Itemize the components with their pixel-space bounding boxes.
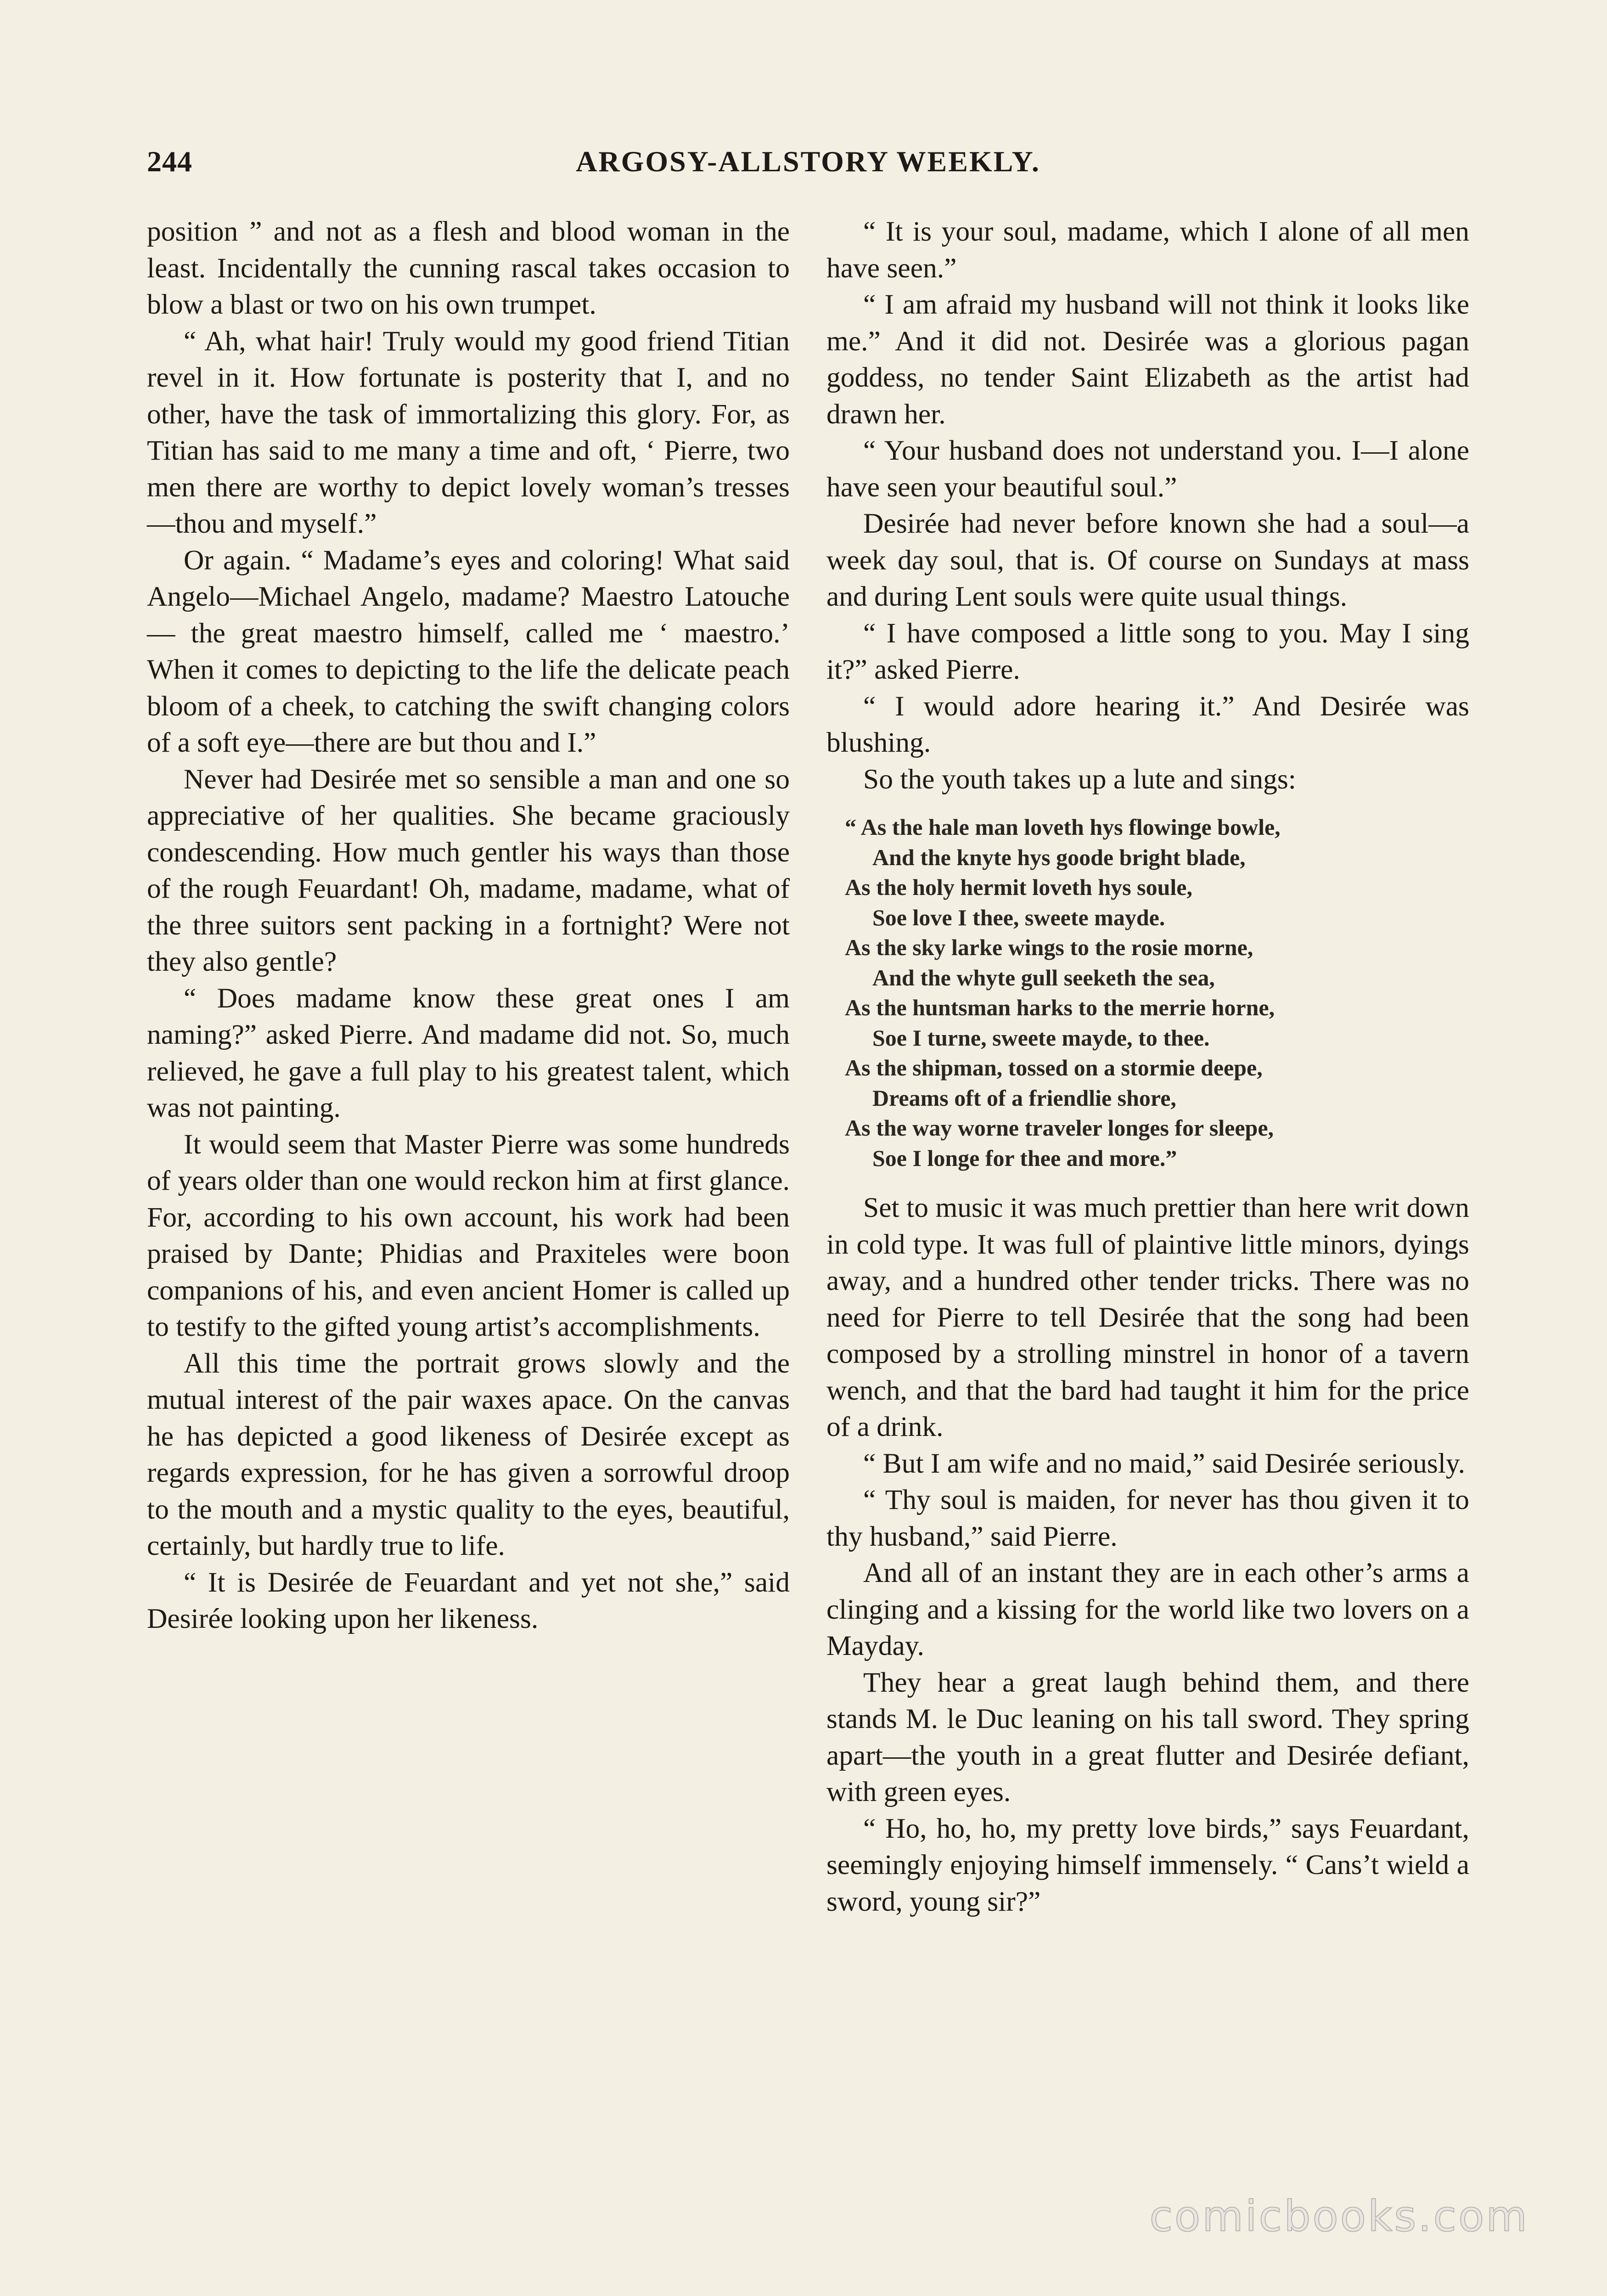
paragraph: “ It is Desirée de Feuardant and yet not she,” said Desirée looking upon her likeness. bbox=[147, 1566, 790, 1634]
paragraph: It would seem that Master Pierre was some hundreds of years older than one would reckon him at first glance. For, according to his own account, his work had been praised by Dante; Phidias and Praxiteles were boon companions of his, and even ancient Homer is called up to testify to the gifted young artist’s accomplishments. bbox=[147, 1128, 790, 1342]
poem-line: As the holy hermit loveth hys soule, bbox=[845, 874, 1192, 900]
paragraph: position ” and not as a flesh and blood woman in the least. Incidentally the cunning rascal takes occasion to blow a blast or two on his own trumpet. bbox=[147, 216, 790, 320]
song-verse bbox=[826, 812, 1469, 1173]
paragraph: “ Ah, what hair! Truly would my good friend Titian revel in it. How fortunate is posterity that I, and no other, have the task of immortalizing this glory. For, as Titian has said to me many a time and oft, ‘ Pierre, two men there are worthy to depict lovely woman’s tresses—thou and myself.” bbox=[147, 325, 790, 539]
poem-line: Soe I turne, sweete mayde, to thee. bbox=[872, 1024, 1210, 1051]
paragraph: “ I would adore hearing it.” And Desirée was blushing. bbox=[826, 690, 1469, 758]
paragraph: Never had Desirée met so sensible a man and one so appreciative of her qualities. She became graciously condescending. How much gentler his ways than those of the rough Feuardant! Oh, madame, madame, what of the three suitors sent packing in a fortnight? Were not they also gentle? bbox=[147, 763, 790, 977]
poem-line: As the way worne traveler longes for sleepe, bbox=[845, 1115, 1274, 1141]
paragraph: “ Ho, ho, ho, my pretty love birds,” says Feuardant, seemingly enjoying himself immensely. “ Cans’t wield a sword, young sir?” bbox=[826, 1812, 1469, 1917]
paragraph: “ I have composed a little song to you. May I sing it?” asked Pierre. bbox=[826, 617, 1469, 685]
poem-line: And the whyte gull seeketh the sea, bbox=[872, 964, 1215, 990]
paragraph: “ Does madame know these great ones I am naming?” asked Pierre. And madame did not. So, much relieved, he gave a full play to his greatest talent, which was not painting. bbox=[147, 982, 790, 1123]
poem-line: Soe love I thee, sweete mayde. bbox=[872, 904, 1165, 930]
paragraph: Set to music it was much prettier than here writ down in cold type. It was full of plaintive little minors, dyings away, and a hundred other tender tricks. There was no need for Pierre to tell Desirée that the song had been composed by a strolling minstrel in honor of a tavern wench, and that the bard had taught it him for the price of a drink. bbox=[826, 1192, 1469, 1442]
paragraph: “ But I am wife and no maid,” said Desirée seriously. bbox=[863, 1447, 1466, 1479]
paragraph: “ I am afraid my husband will not think it looks like me.” And it did not. Desirée was a glorious pagan goddess, no tender Saint Elizabeth as the artist had drawn her. bbox=[826, 289, 1469, 430]
paragraph: “ It is your soul, madame, which I alone of all men have seen.” bbox=[826, 216, 1469, 284]
poem-line: Soe I longe for thee and more.” bbox=[872, 1145, 1177, 1171]
paragraph: They hear a great laugh behind them, and there stands M. le Duc leaning on his tall sword. They spring apart—the youth in a great flutter and Desirée defiant, with green eyes. bbox=[826, 1666, 1469, 1807]
left-column bbox=[147, 214, 790, 1638]
paragraph: “ Thy soul is maiden, for never has thou given it to thy husband,” said Pierre. bbox=[826, 1484, 1469, 1552]
poem-line: As the shipman, tossed on a stormie deepe, bbox=[845, 1055, 1263, 1080]
poem-line: As the sky larke wings to the rosie morne, bbox=[845, 934, 1253, 960]
paragraph: And all of an instant they are in each other’s arms a clinging and a kissing for the world like two lovers on a Mayday. bbox=[826, 1557, 1469, 1661]
poem-line: Dreams oft of a friendlie shore, bbox=[872, 1085, 1176, 1111]
poem-line: “ As the hale man loveth hys flowinge bowle, bbox=[845, 814, 1281, 840]
running-head: ARGOSY-ALLSTORY WEEKLY. bbox=[576, 145, 1040, 178]
paragraph: All this time the portrait grows slowly and the mutual interest of the pair waxes apace. On the canvas he has depicted a good likeness of Desirée except as regards expression, for he has given a sorrowful droop to the mouth and a mystic quality to the eyes, beautiful, certainly, but hardly true to life. bbox=[147, 1347, 790, 1561]
page-number: 244 bbox=[147, 145, 192, 178]
page-header bbox=[147, 145, 1469, 191]
site-watermark: comicbooks.com bbox=[1149, 2192, 1529, 2241]
paragraph: So the youth takes up a lute and sings: bbox=[863, 763, 1296, 795]
poem-line: As the huntsman harks to the merrie horne, bbox=[845, 995, 1275, 1020]
paragraph: “ Your husband does not understand you. I—I alone have seen your beautiful soul.” bbox=[826, 435, 1469, 503]
paragraph: Or again. “ Madame’s eyes and coloring! What said Angelo—Michael Angelo, madame? Maestro Latouche — the great maestro himself, called me ‘ maestro.’ When it comes to depicting to the life the delicate peach bloom of a cheek, to catching the swift changing colors of a soft eye—there are but thou and I.” bbox=[147, 544, 790, 758]
poem-line: And the knyte hys goode bright blade, bbox=[872, 844, 1246, 870]
paragraph: Desirée had never before known she had a soul—a week day soul, that is. Of course on Sundays at mass and during Lent souls were quite usual things. bbox=[826, 508, 1469, 612]
right-column bbox=[826, 214, 1469, 1920]
